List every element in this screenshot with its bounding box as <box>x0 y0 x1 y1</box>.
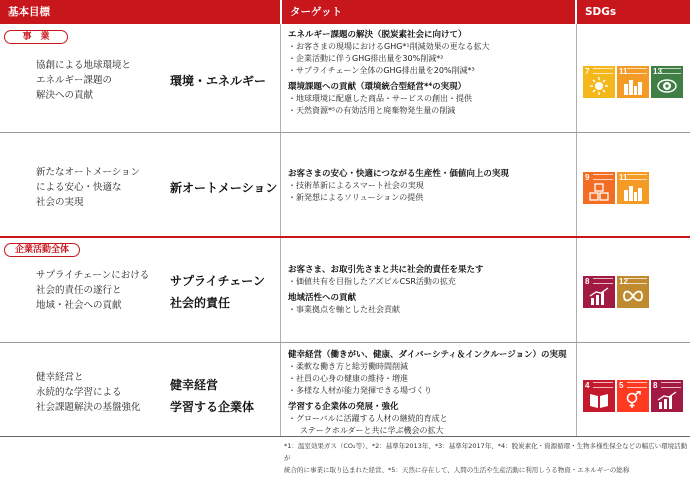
theme-supply-chain-responsibility: サプライチェーン 社会的責任 <box>170 274 266 310</box>
sdg-12-icon: 12 <box>617 276 649 308</box>
sdg-icons-row1 <box>583 66 683 98</box>
header-sdgs: SDGs <box>577 0 690 24</box>
sdg-icons-row4 <box>583 380 683 412</box>
goal-supply-chain: サプライチェーンにおける 社会的責任の遂行と 地域・社会への貢献 <box>36 270 150 311</box>
goal-wellbeing-learning: 健幸経営と 永続的な学習による 社会課題解決の基盤強化 <box>36 372 141 413</box>
theme-wellbeing-learning: 健幸経営 学習する企業体 <box>170 378 255 414</box>
goal-environment: 協創による地球環境と エネルギー課題の 解決への貢献 <box>36 60 132 101</box>
row-divider <box>0 342 690 343</box>
sdg-8-icon: 8 <box>651 380 683 412</box>
sdg-8-icon: 8 <box>583 276 615 308</box>
header-targets: ターゲット <box>282 0 575 24</box>
column-divider <box>576 24 577 436</box>
sdg-13-icon: 13 <box>651 66 683 98</box>
header-basic-goals: 基本目標 <box>0 0 280 24</box>
targets-automation: お客さまの安心・快適につながる生産性・価値向上の実現 ・ 技術革新によるスマート社会の実現 ・ 新発想によるソリューションの提供 <box>288 168 573 204</box>
sdg-11-icon: 11 <box>617 172 649 204</box>
targets-supply-chain: お客さま、お取引先さまと共に社会的責任を果たす ・ 価値共有を目指したアズビルCSR活動の拡充 地域活性への貢献 ・ 事業拠点を軸とした社会貢献 <box>288 264 573 316</box>
targets-wellbeing-learning: 健幸経営（働きがい、健康、ダイバーシティ＆インクルージョン）の実現 ・ 柔軟な働き方と総労働時間削減 ・ 社員の心身の健康の維持・増進 ・ 多様な人材が能力発揮できる場づくり 学習する企業体の発展・強化 ・ グローバルに活躍する人材の継続的育成と ステークホルダーと共に学ぶ機会の拡大 <box>288 349 573 437</box>
section-label-corporate: 企業活動全体 <box>4 243 80 257</box>
sdg-11-icon: 11 <box>617 66 649 98</box>
row-divider <box>0 132 690 133</box>
theme-new-automation: 新オートメーション <box>170 181 278 195</box>
sdg-4-icon: 4 <box>583 380 615 412</box>
theme-environment-energy: 環境・エネルギー <box>170 74 267 88</box>
section-separator <box>0 236 690 238</box>
targets-environment: エネルギー課題の解決（脱炭素社会に向けて） ・ お客さまの現場におけるGHG*¹削減効果の更なる拡大 ・ 企業活動に伴うGHG排出量を30%削減*² ・ サプライチェーン全体のGHG排出量を20%削減*³ 環境課題への貢献（環境統合型経営*⁴の実現） ・ 地球環境に配慮した商品・サービスの創出・提供 ・ 天然資源*⁵の有効活用と廃棄物発生量の削減 <box>288 29 573 117</box>
sdg-icons-row2 <box>583 172 649 204</box>
goal-automation: 新たなオートメーション による安心・快適な 社会の実現 <box>36 167 141 208</box>
section-label-business: 事 業 <box>4 30 68 44</box>
sdg-icons-row3 <box>583 276 649 308</box>
sdg-5-icon: 5 <box>617 380 649 412</box>
sdg-7-icon: 7 <box>583 66 615 98</box>
footnote: *1：温室効果ガス（CO₂等）、*2：基準年2013年、*3：基準年2017年、*4：脱炭素化・資源循環・生物多様性保全などの幅広い環境活動が 統合的に事業に取り込まれた経営、*5：天然に存在して、人間の生活や生産活動に利用しうる物資・エネルギーの総称 <box>284 442 688 474</box>
sdg-9-icon: 9 <box>583 172 615 204</box>
column-divider <box>280 24 281 436</box>
